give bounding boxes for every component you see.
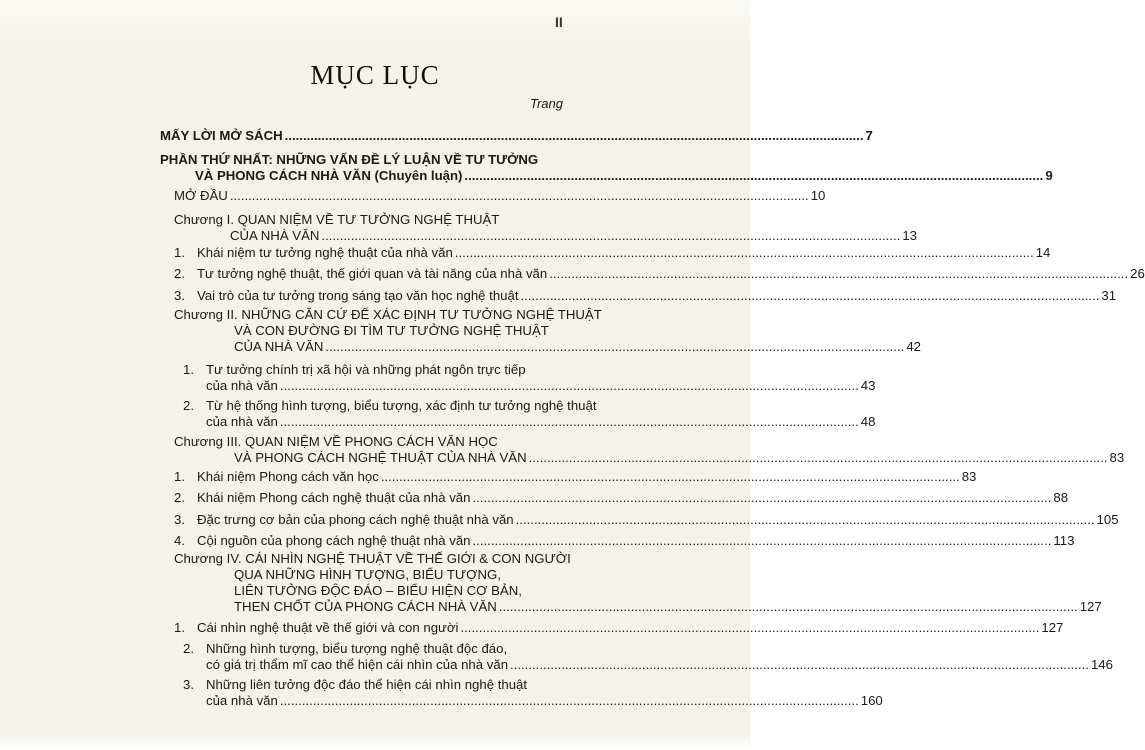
toc-entry-number: 1.	[174, 469, 185, 484]
toc-entry-title: Vai trò của tư tưởng trong sáng tạo văn học nghệ thuật	[197, 288, 519, 303]
toc-entry-3-1[interactable]: 1. Khái niệm Phong cách văn học .............................................................................................................................................................. 83	[174, 469, 977, 484]
toc-entry-number: 1.	[174, 620, 185, 635]
toc-entry-page: 146	[1090, 657, 1113, 672]
toc-entry-page: 127	[1041, 620, 1064, 635]
toc-entry-title-line2: của nhà văn	[206, 414, 278, 429]
toc-entry-introduction[interactable]: MỞ ĐẦU .............................................................................................................................................................. 10	[174, 188, 826, 203]
toc-entry-title-line1: Chương I. QUAN NIỆM VỀ TƯ TƯỞNG NGHỆ THUẬT	[174, 212, 500, 227]
toc-entry-1-2[interactable]: 2. Tư tưởng nghệ thuật, thế giới quan và tài năng của nhà văn .............................................................................................................................................................. 26	[174, 266, 1145, 281]
toc-entry-page: 14	[1035, 245, 1051, 260]
toc-entry-foreword[interactable]: MẤY LỜI MỞ SÁCH .............................................................................................................................................................. 7	[160, 128, 873, 143]
toc-entry-title: MẤY LỜI MỞ SÁCH	[160, 128, 283, 143]
toc-entry-number: 3.	[174, 288, 185, 303]
toc-entry-title-line4: THEN CHỐT CỦA PHONG CÁCH NHÀ VĂN	[234, 599, 497, 614]
toc-entry-title-line1: Chương II. NHỮNG CĂN CỨ ĐỂ XÁC ĐỊNH TƯ TƯỞNG NGHỆ THUẬT	[174, 307, 602, 322]
toc-entry-page: 83	[961, 469, 977, 484]
toc-entry-2-2[interactable]: 2. Từ hệ thống hình tượng, biểu tượng, xác định tư tưởng nghệ thuật của nhà văn .............................................................................................................................................................. 48	[174, 398, 575, 430]
toc-entry-2-1[interactable]: 1. Tư tưởng chính trị xã hội và những phát ngôn trực tiếp của nhà văn .............................................................................................................................................................. 43	[174, 362, 575, 394]
toc-entry-page: 160	[860, 693, 883, 708]
toc-entry-page: 9	[1045, 168, 1053, 183]
toc-entry-title: Cội nguồn của phong cách nghệ thuật nhà văn	[197, 533, 471, 548]
page-column-label: Trang	[530, 96, 563, 111]
toc-entry-number: 4.	[174, 533, 185, 548]
toc-entry-1-3[interactable]: 3. Vai trò của tư tưởng trong sáng tạo văn học nghệ thuật .............................................................................................................................................................. 31	[174, 288, 1117, 303]
page-top-edge	[0, 0, 750, 44]
toc-entry-title-line2: VÀ PHONG CÁCH NGHỆ THUẬT CỦA NHÀ VĂN	[234, 450, 527, 465]
toc-entry-page: 127	[1079, 599, 1102, 614]
toc-entry-title-line1: Những hình tượng, biểu tượng nghệ thuật độc đáo,	[206, 641, 508, 656]
toc-entry-page: 26	[1130, 266, 1145, 281]
toc-entry-page: 83	[1109, 450, 1125, 465]
toc-entry-4-1[interactable]: 1. Cái nhìn nghệ thuật về thế giới và con người .............................................................................................................................................................. 127	[174, 620, 1064, 635]
toc-entry-page: 105	[1096, 512, 1119, 527]
toc-entry-page: 7	[865, 128, 873, 143]
running-page-number: II	[555, 14, 563, 30]
toc-entry-part-one[interactable]: PHẦN THỨ NHẤT: NHỮNG VẤN ĐỀ LÝ LUẬN VỀ TƯ TƯỞNG VÀ PHONG CÁCH NHÀ VĂN (Chuyên luận) .............................................................................................................................................................. 9	[160, 152, 1053, 183]
toc-entry-chapter-2[interactable]: Chương II. NHỮNG CĂN CỨ ĐỂ XÁC ĐỊNH TƯ TƯỞNG NGHỆ THUẬT VÀ CON ĐƯỜNG ĐI TÌM TƯ TƯỞNG NGHỆ THUẬT CỦA NHÀ VĂN .............................................................................................................................................................. 42	[174, 307, 921, 354]
toc-entry-4-2[interactable]: 2. Những hình tượng, biểu tượng nghệ thuật độc đáo, có giá trị thẩm mĩ cao thể hiện cái nhìn của nhà văn .............................................................................................................................................................. 146	[174, 641, 575, 673]
toc-entry-page: 13	[902, 228, 917, 243]
toc-entry-title-line2: của nhà văn	[206, 378, 278, 393]
toc-entry-page: 42	[906, 339, 921, 354]
toc-entry-3-4[interactable]: 4. Cội nguồn của phong cách nghệ thuật nhà văn .............................................................................................................................................................. 113	[174, 533, 1075, 548]
toc-entry-number: 3.	[183, 677, 194, 692]
page-bottom-edge	[0, 735, 750, 750]
toc-entry-title-line1: Những liên tưởng độc đáo thể hiện cái nhìn nghệ thuật	[206, 677, 528, 692]
toc-entry-chapter-3[interactable]: Chương III. QUAN NIỆM VỀ PHONG CÁCH VĂN HỌC VÀ PHONG CÁCH NGHỆ THUẬT CỦA NHÀ VĂN .............................................................................................................................................................. 83	[174, 434, 1125, 465]
toc-entry-page: 43	[860, 378, 876, 393]
toc-entry-number: 2.	[183, 641, 194, 656]
toc-entry-4-3[interactable]: 3. Những liên tưởng độc đáo thể hiện cái nhìn nghệ thuật của nhà văn .............................................................................................................................................................. 160	[174, 677, 575, 709]
toc-entry-page: 10	[810, 188, 826, 203]
page-title: MỤC LỤC	[310, 60, 440, 90]
toc-entry-number: 3.	[174, 512, 185, 527]
toc-entry-title-line2: VÀ PHONG CÁCH NHÀ VĂN (Chuyên luận)	[195, 168, 463, 183]
toc-entry-title-line1: Chương III. QUAN NIỆM VỀ PHONG CÁCH VĂN HỌC	[174, 434, 498, 449]
toc-entry-title-line3: LIÊN TƯỞNG ĐỘC ĐÁO – BIỂU HIỆN CƠ BẢN,	[234, 583, 522, 598]
toc-entry-title: Khái niệm Phong cách nghệ thuật của nhà văn	[197, 490, 471, 505]
toc-entry-title-line1: PHẦN THỨ NHẤT: NHỮNG VẤN ĐỀ LÝ LUẬN VỀ TƯ TƯỞNG	[160, 152, 539, 167]
toc-entry-title-line2: QUA NHỮNG HÌNH TƯỢNG, BIỂU TƯỢNG,	[234, 567, 501, 582]
toc-entry-page: 88	[1053, 490, 1069, 505]
toc-entry-page: 48	[860, 414, 876, 429]
toc-entry-chapter-4[interactable]: Chương IV. CÁI NHÌN NGHỆ THUẬT VỀ THẾ GIỚI & CON NGƯỜI QUA NHỮNG HÌNH TƯỢNG, BIỂU TƯỢNG, LIÊN TƯỞNG ĐỘC ĐÁO – BIỂU HIỆN CƠ BẢN, THEN CHỐT CỦA PHONG CÁCH NHÀ VĂN .............................................................................................................................................................. 127	[174, 551, 1102, 614]
toc-entry-page: 31	[1101, 288, 1117, 303]
toc-entry-title-line2: VÀ CON ĐƯỜNG ĐI TÌM TƯ TƯỞNG NGHỆ THUẬT	[234, 323, 549, 338]
toc-entry-title: MỞ ĐẦU	[174, 188, 228, 203]
toc-entry-title-line2: CỦA NHÀ VĂN	[230, 228, 320, 243]
toc-entry-number: 2.	[174, 266, 185, 281]
toc-entry-title-line1: Chương IV. CÁI NHÌN NGHỆ THUẬT VỀ THẾ GIỚI & CON NGƯỜI	[174, 551, 571, 566]
toc-entry-number: 1.	[174, 245, 185, 260]
toc-entry-page: 113	[1053, 533, 1075, 548]
toc-entry-title-line2: của nhà văn	[206, 693, 278, 708]
toc-entry-title-line3: CỦA NHÀ VĂN	[234, 339, 324, 354]
toc-entry-chapter-1[interactable]: Chương I. QUAN NIỆM VỀ TƯ TƯỞNG NGHỆ THUẬT CỦA NHÀ VĂN .............................................................................................................................................................. 13	[174, 212, 917, 243]
toc-entry-title-line1: Từ hệ thống hình tượng, biểu tượng, xác định tư tưởng nghệ thuật	[206, 398, 597, 413]
toc-entry-title: Khái niệm tư tưởng nghệ thuật của nhà văn	[197, 245, 453, 260]
toc-entry-number: 2.	[174, 490, 185, 505]
toc-entry-number: 1.	[183, 362, 194, 377]
toc-entry-title: Khái niệm Phong cách văn học	[197, 469, 379, 484]
toc-entry-3-2[interactable]: 2. Khái niệm Phong cách nghệ thuật của nhà văn .............................................................................................................................................................. 88	[174, 490, 1069, 505]
toc-entry-title: Đặc trưng cơ bản của phong cách nghệ thuật nhà văn	[197, 512, 514, 527]
toc-entry-title-line1: Tư tưởng chính trị xã hội và những phát ngôn trực tiếp	[206, 362, 526, 377]
toc-entry-title: Cái nhìn nghệ thuật về thế giới và con người	[197, 620, 459, 635]
toc-entry-1-1[interactable]: 1. Khái niệm tư tưởng nghệ thuật của nhà văn .............................................................................................................................................................. 14	[174, 245, 1051, 260]
toc-entry-title: Tư tưởng nghệ thuật, thế giới quan và tài năng của nhà văn	[197, 266, 548, 281]
toc-entry-3-3[interactable]: 3. Đặc trưng cơ bản của phong cách nghệ thuật nhà văn .............................................................................................................................................................. 105	[174, 512, 1119, 527]
toc-entry-title-line2: có giá trị thẩm mĩ cao thể hiện cái nhìn của nhà văn	[206, 657, 509, 672]
toc-entry-number: 2.	[183, 398, 194, 413]
